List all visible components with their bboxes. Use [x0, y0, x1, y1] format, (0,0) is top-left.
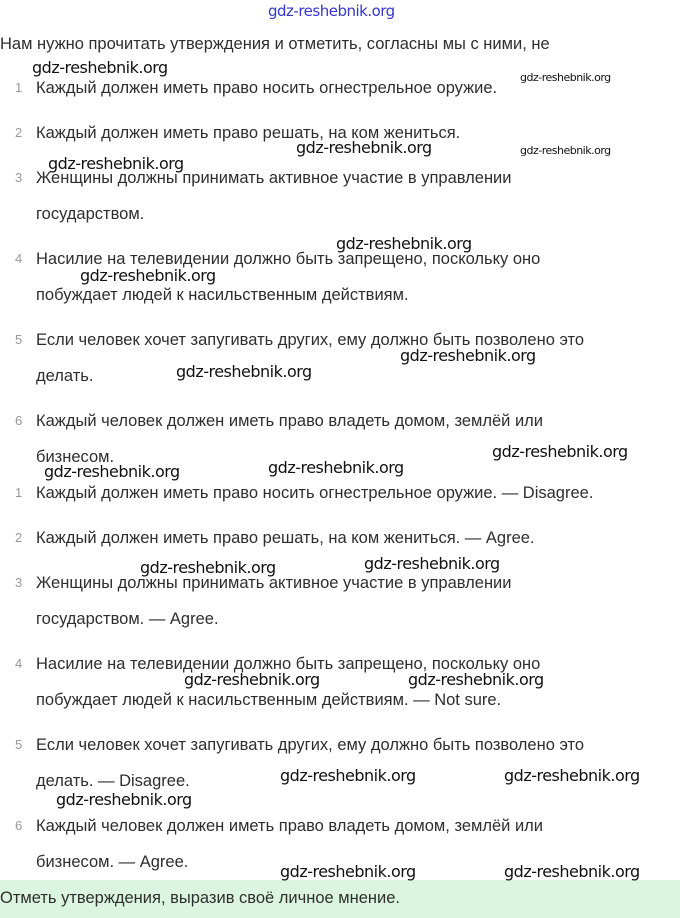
watermark: gdz-reshebnik.org: [44, 462, 180, 481]
answer-5-cont: делать. — Disagree.: [36, 772, 190, 790]
watermark: gdz-reshebnik.org: [408, 670, 544, 689]
item-number: 5: [15, 332, 23, 347]
watermark: gdz-reshebnik.org: [56, 790, 192, 809]
answer-6-cont: бизнесом. — Agree.: [36, 853, 189, 871]
watermark: gdz-reshebnik.org: [364, 554, 500, 573]
watermark: gdz-reshebnik.org: [184, 670, 320, 689]
item-number: 3: [15, 170, 23, 185]
item-number: 2: [15, 125, 23, 140]
watermark: gdz-reshebnik.org: [520, 144, 611, 157]
watermark: gdz-reshebnik.org: [80, 266, 216, 285]
task-banner: [0, 880, 680, 918]
answer-2: Каждый должен иметь право решать, на ком жениться. — Agree.: [36, 529, 535, 547]
statement-5-cont: делать.: [36, 367, 94, 385]
answer-3: Женщины должны принимать активное участие в управлении: [36, 574, 512, 592]
statement-5: Если человек хочет запугивать других, ему должно быть позволено это: [36, 331, 585, 349]
answer-4-cont: побуждает людей к насильственным действиям. — Not sure.: [36, 691, 502, 709]
watermark: gdz-reshebnik.org: [504, 862, 640, 881]
watermark: gdz-reshebnik.org: [336, 234, 472, 253]
answer-4: Насилие на телевидении должно быть запрещено, поскольку оно: [36, 655, 541, 673]
item-number: 4: [15, 251, 23, 266]
answer-6: Каждый человек должен иметь право владеть домом, землёй или: [36, 817, 544, 835]
watermark: gdz-reshebnik.org: [280, 766, 416, 785]
item-number: 5: [15, 737, 23, 752]
watermark: gdz-reshebnik.org: [280, 862, 416, 881]
statement-6-cont: бизнесом.: [36, 448, 115, 466]
item-number: 2: [15, 530, 23, 545]
task-text: Отметь утверждения, выразив своё личное мнение.: [0, 889, 401, 907]
answer-5: Если человек хочет запугивать других, ему должно быть позволено это: [36, 736, 585, 754]
item-number: 3: [15, 575, 23, 590]
item-number: 6: [15, 413, 23, 428]
statement-3-cont: государством.: [36, 205, 145, 223]
watermark: gdz-reshebnik.org: [492, 442, 628, 461]
item-number: 4: [15, 656, 23, 671]
watermark: gdz-reshebnik.org: [296, 138, 432, 157]
statement-3: Женщины должны принимать активное участие в управлении: [36, 169, 512, 187]
watermark: gdz-reshebnik.org: [140, 558, 276, 577]
watermark: gdz-reshebnik.org: [176, 362, 312, 381]
site-watermark[interactable]: gdz-reshebnik.org: [268, 2, 395, 20]
answer-1: Каждый должен иметь право носить огнестрельное оружие. — Disagree.: [36, 484, 594, 502]
watermark: gdz-reshebnik.org: [400, 346, 536, 365]
answer-3-cont: государством. — Agree.: [36, 610, 219, 628]
item-number: 1: [15, 485, 23, 500]
watermark: gdz-reshebnik.org: [268, 458, 404, 477]
item-number: 1: [15, 80, 23, 95]
watermark: gdz-reshebnik.org: [48, 154, 184, 173]
statement-4: Насилие на телевидении должно быть запрещено, поскольку оно: [36, 250, 541, 268]
statement-6: Каждый человек должен иметь право владеть домом, землёй или: [36, 412, 544, 430]
watermark: gdz-reshebnik.org: [520, 71, 611, 84]
intro-text: Нам нужно прочитать утверждения и отметить, согласны мы с ними, не: [0, 35, 550, 53]
watermark: gdz-reshebnik.org: [32, 58, 168, 77]
watermark: gdz-reshebnik.org: [504, 766, 640, 785]
statement-1: Каждый должен иметь право носить огнестрельное оружие.: [36, 79, 498, 97]
item-number: 6: [15, 818, 23, 833]
statement-4-cont: побуждает людей к насильственным действиям.: [36, 286, 409, 304]
statement-2: Каждый должен иметь право решать, на ком жениться.: [36, 124, 461, 142]
